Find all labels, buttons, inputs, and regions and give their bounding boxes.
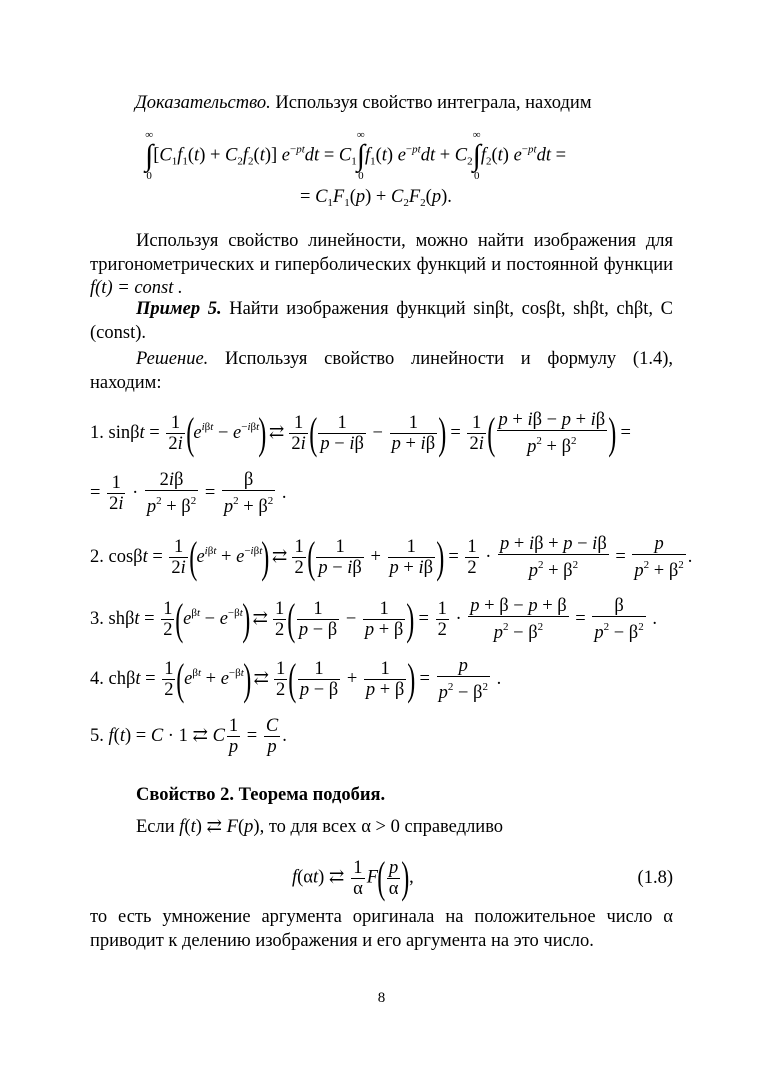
formula-1-cont: = $\frac{1}{2i}$ · $\frac{2i\beta}{p^2 + \beta^2}$ = $\frac{\beta}{p^2 + \beta^2}$ . xyxy=(90,470,287,517)
fair-text: справедливо xyxy=(404,817,504,837)
item-number: 1. xyxy=(90,422,104,443)
formula-1: 1. sinβt = $\frac{1}{2i}$ $(e^{i\beta t} - e^{-i\beta t})$ ⇄ $\frac{1}{2i}$ ( $\frac{1}{p - i\beta}$ − $\frac{1}{p + i\beta}$ ) = $\frac{1}{2i}$ ( $\frac{p + i\beta - p + i\beta}{p^2 + \beta^2}$ ) = xyxy=(90,408,631,458)
alpha-condition: α > 0 xyxy=(361,817,400,837)
proof-intro-text: Используя свойство интеграла, находим xyxy=(270,93,592,113)
conclusion-paragraph: то есть умножение аргумента оригинала на положительное число α приводит к делению изображения и его аргумента на это число. xyxy=(90,907,673,951)
example-paragraph xyxy=(90,298,673,345)
item-number: 3. xyxy=(90,608,104,629)
page-number: 8 xyxy=(377,990,386,1006)
item-number: 2. xyxy=(90,546,104,567)
solution-label: Решение. xyxy=(136,349,209,369)
formula-5: 5. f(t) = C · 1 ⇄ C $\frac{1}{p}$ = $\frac{C}{p}$ . xyxy=(90,716,287,757)
item-number: 4. xyxy=(90,668,104,689)
if-text: Если xyxy=(136,817,175,837)
proof-label: Доказательство. xyxy=(135,93,271,113)
similarity-formula: f(αt) ⇄ $\frac{1}{\alpha}$ F( $\frac{p}{\alpha}$ ), xyxy=(292,853,414,902)
integral-sign: ∞ ∫ 0 xyxy=(145,129,154,182)
linearity-tail: f(t) = const . xyxy=(90,278,183,298)
formula-3: 3. shβt = $\frac{1}{2}$ $(e^{\beta t} - e^{-\beta t})$ ⇄ $\frac{1}{2}$ ( $\frac{1}{p - \beta}$ − $\frac{1}{p + \beta}$ ) = $\frac{1}{2}$ · $\frac{p + \beta - p + \beta}{p^2 - \beta^2}$ = $\frac{\beta}{p^2 - \beta^2}$ . xyxy=(90,594,657,644)
proof-intro xyxy=(135,92,592,114)
linearity-paragraph xyxy=(90,230,673,301)
item-number: 5. xyxy=(90,725,104,746)
property-heading: Свойство 2. Теорема подобия. xyxy=(136,785,386,805)
solution-text: Используя свойство линейности и формулу (1.4), находим: xyxy=(90,349,673,393)
solution-paragraph xyxy=(90,348,673,395)
integral-formula-2: = $C_1F_1(p) + C_2F_2(p)$. xyxy=(300,187,452,209)
integral-formula-1: ∞ ∫ $0[C_1f_1(t) + C_2f_2(t)] e^{-pt}dt = C_1\infty$ ∫ $0f_1(t) e^{-pt}dt + C_2\infty$ ∫ $0f_2(t) e^{-pt}dt$ = xyxy=(145,129,567,182)
integral-sign: ∞ ∫ 0 xyxy=(356,129,365,182)
example-text: Найти изображения функций sinβt, cosβt, shβt, chβt, C (const). xyxy=(90,299,673,343)
formula-2: 2. cosβt = $\frac{1}{2i}$ $(e^{i\beta t} + e^{-i\beta t})$ ⇄ $\frac{1}{2}$ ( $\frac{1}{p - i\beta}$ + $\frac{1}{p + i\beta}$ ) = $\frac{1}{2}$ · $\frac{p + i\beta + p - i\beta}{p^2 + \beta^2}$ = $\frac{p}{p^2 + \beta^2}$ . xyxy=(90,532,693,582)
formula-4: 4. chβt = $\frac{1}{2}$ $(e^{\beta t} + e^{-\beta t})$ ⇄ $\frac{1}{2}$ ( $\frac{1}{p - \beta}$ + $\frac{1}{p + \beta}$ ) = $\frac{p}{p^2 - \beta^2}$ . xyxy=(90,654,502,704)
linearity-text: Используя свойство линейности, можно найти изображения для тригонометрических и гиперболических функций и постоянной функции xyxy=(90,231,673,275)
then-text: , то для всех xyxy=(259,817,357,837)
integral-sign: ∞ ∫ 0 xyxy=(472,129,481,182)
if-statement: Если f(t) ⇄ F(p), то для всех α > 0 справедливо xyxy=(136,817,504,837)
equation-number: (1.8) xyxy=(637,868,673,888)
example-label: Пример 5. xyxy=(136,299,222,319)
